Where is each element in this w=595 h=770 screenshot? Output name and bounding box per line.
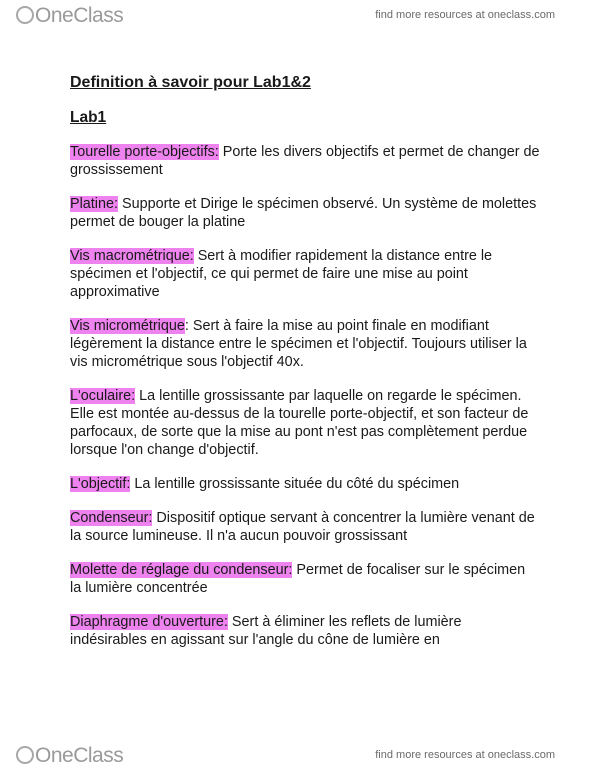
definition-term: L'oculaire: (70, 388, 136, 404)
definition-term: L'objectif: (70, 476, 131, 492)
definition-entry (70, 143, 540, 179)
definition-term: Molette de réglage du condenseur: (70, 562, 293, 578)
definition-entry (70, 317, 540, 371)
oneclass-logo[interactable] (16, 5, 123, 26)
definition-term: Vis macrométrique: (70, 248, 194, 264)
definition-entry (70, 509, 540, 545)
definition-term: Tourelle porte-objectifs: (70, 144, 219, 160)
footer-bar (0, 740, 595, 770)
definition-term: Vis micrométrique (70, 318, 185, 334)
oneclass-logo-icon (16, 746, 34, 764)
definition-text: Sert à modifier rapidement la distance entre le spécimen et l'objectif, ce qui permet de faire une mise au point approximative (70, 248, 493, 300)
definition-text: Sert à éliminer les reflets de lumière indésirables en agissant sur l'angle du cône de lumière en (70, 614, 462, 648)
definition-entry (70, 195, 540, 231)
page-title: Definition à savoir pour Lab1&2 (70, 74, 311, 91)
definition-text: Supporte et Dirige le spécimen observé. Un système de molettes permet de bouger la platine (70, 196, 537, 230)
oneclass-logo-icon (16, 6, 34, 24)
header-tagline-link[interactable]: find more resources at oneclass.com (375, 9, 555, 21)
definition-entry (70, 613, 540, 649)
definition-entry (70, 475, 540, 493)
logo-text: OneClass (35, 743, 124, 767)
definition-term: Diaphragme d'ouverture: (70, 614, 228, 630)
definition-text: Dispositif optique servant à concentrer la lumière venant de la source lumineuse. Il n'a aucun pouvoir grossissant (70, 510, 535, 544)
header-bar (0, 0, 595, 30)
document-body (70, 70, 540, 649)
definition-entry (70, 387, 540, 459)
footer-tagline-link[interactable]: find more resources at oneclass.com (375, 749, 555, 761)
definition-text: Porte les divers objectifs et permet de changer de grossissement (70, 144, 540, 178)
oneclass-logo[interactable] (16, 745, 123, 766)
definition-term: Platine: (70, 196, 118, 212)
logo-text: OneClass (35, 3, 124, 27)
section-heading: Lab1 (70, 109, 107, 126)
definition-entry (70, 561, 540, 597)
definition-text: La lentille grossissante par laquelle on regarde le spécimen. Elle est montée au-dessus de la tourelle porte-objectif, et son facteur de parfocaux, de sorte que la mise au pont n'est pas complètement perdue lorsque l'on change d'objectif. (70, 388, 529, 458)
definition-text: : Sert à faire la mise au point finale en modifiant légèrement la distance entre le spécimen et l'objectif. Toujours utiliser la vis micrométrique sous l'objectif 40x. (70, 318, 527, 370)
definition-entry (70, 247, 540, 301)
definition-text: Permet de focaliser sur le spécimen la lumière concentrée (70, 562, 526, 596)
definition-text: La lentille grossissante située du côté du spécimen (130, 476, 460, 492)
definition-term: Condenseur: (70, 510, 153, 526)
